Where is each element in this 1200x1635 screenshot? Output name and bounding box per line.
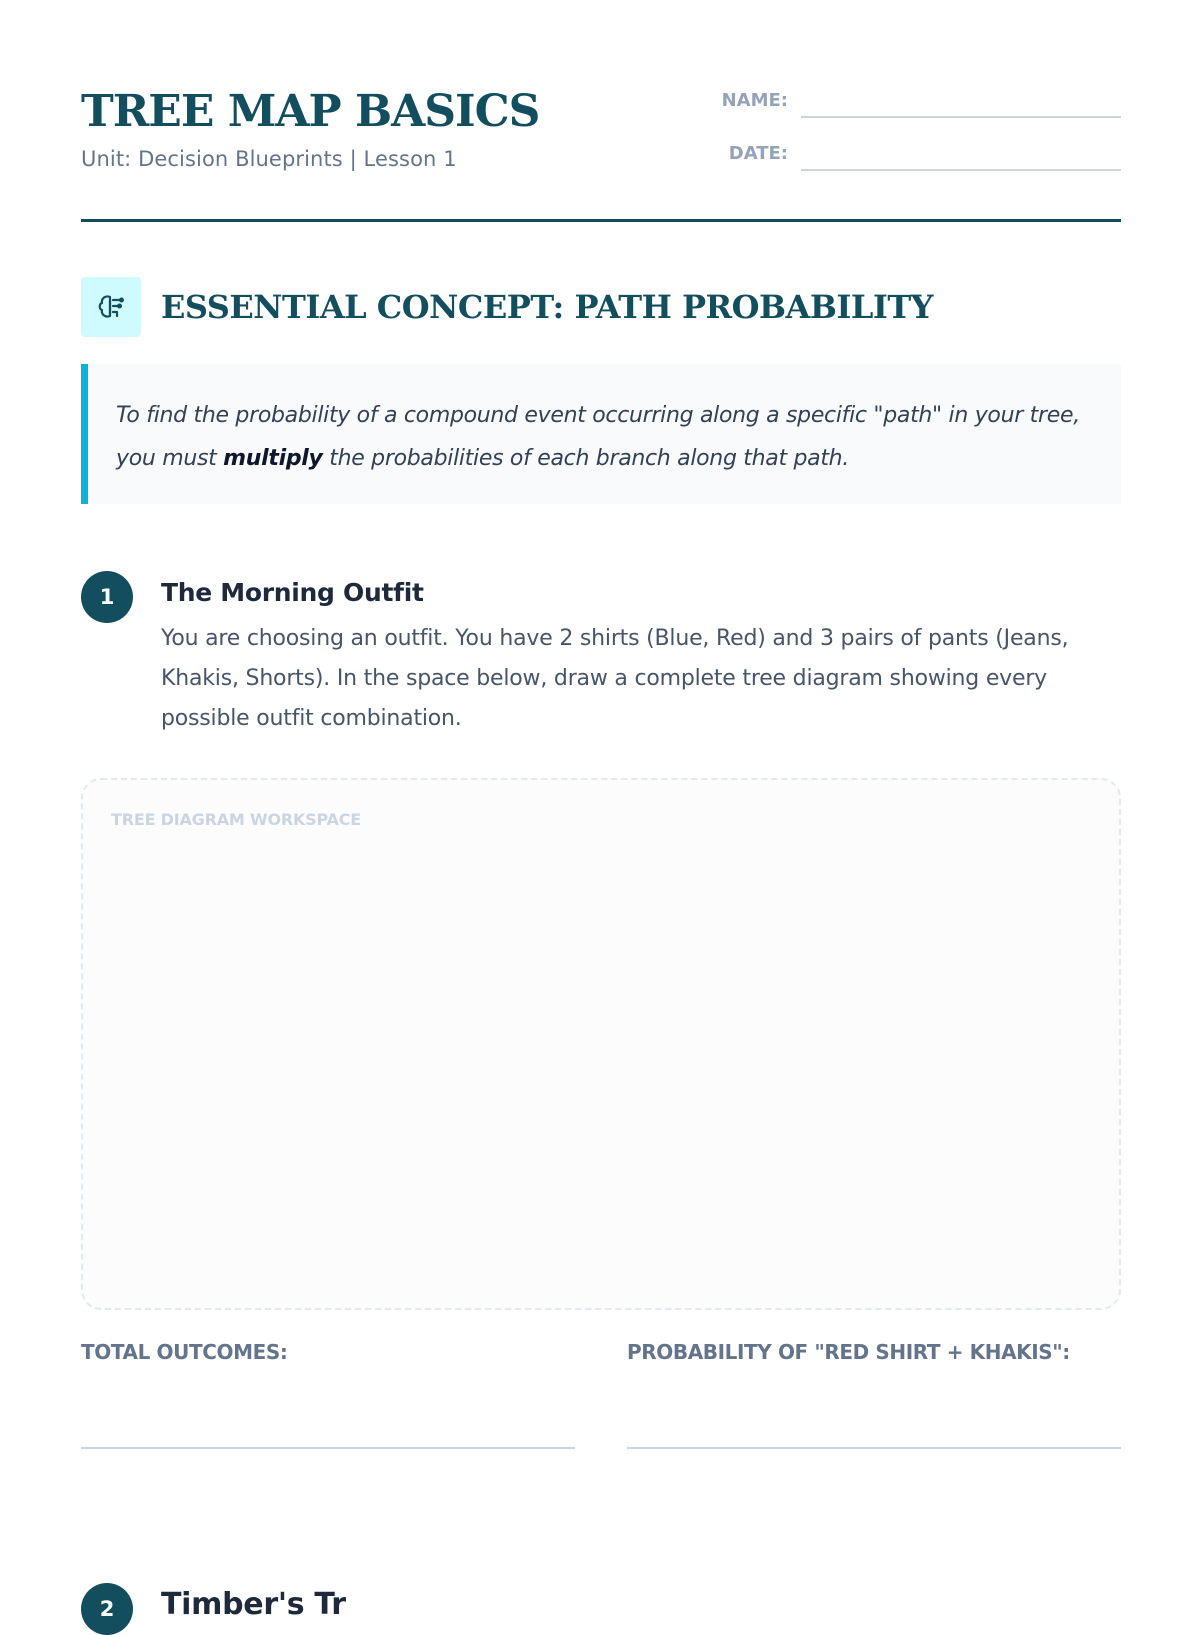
worksheet-header: [81, 84, 1121, 224]
question-title: The Morning Outfit: [161, 578, 424, 607]
worksheet-page: [81, 0, 1121, 1622]
concept-text: To find the probability of a compound event occurring along a specific "path" in your tree, you must multiply the probabilities of each branch along that path.: [116, 403, 1080, 471]
date-input-line[interactable]: [801, 169, 1121, 171]
name-field[interactable]: [701, 86, 1121, 122]
tree-diagram-workspace[interactable]: [81, 778, 1121, 1310]
probability-answer[interactable]: [627, 1340, 1121, 1452]
page-subtitle: Unit: Decision Blueprints | Lesson 1: [81, 147, 457, 171]
total-outcomes-input-line[interactable]: [81, 1447, 575, 1449]
question-number-badge: 1: [81, 571, 133, 623]
header-divider: [81, 219, 1121, 222]
date-field[interactable]: [701, 139, 1121, 175]
brain-circuit-icon: [81, 277, 141, 337]
workspace-label: TREE DIAGRAM WORKSPACE: [111, 810, 362, 829]
total-outcomes-label: TOTAL OUTCOMES:: [81, 1340, 288, 1364]
question-number-badge: 2: [81, 1583, 133, 1635]
name-input-line[interactable]: [801, 116, 1121, 118]
page-title: TREE MAP BASICS: [81, 86, 540, 137]
name-label: NAME:: [721, 90, 788, 111]
concept-heading: [81, 277, 1121, 337]
concept-keyword: multiply: [223, 446, 323, 471]
concept-title: ESSENTIAL CONCEPT: PATH PROBABILITY: [161, 288, 933, 326]
question-text: You are choosing an outfit. You have 2 shirts (Blue, Red) and 3 pairs of pants (Jeans, Khakis, Shorts). In the space below, draw a complete tree diagram showing every possible outfit combination.: [161, 626, 1069, 731]
probability-label: PROBABILITY OF "RED SHIRT + KHAKIS":: [627, 1340, 1070, 1364]
question-title: Timber's Tr: [161, 1587, 346, 1622]
concept-callout: [81, 364, 1121, 504]
probability-input-line[interactable]: [627, 1447, 1121, 1449]
total-outcomes-answer[interactable]: [81, 1340, 575, 1452]
date-label: DATE:: [728, 143, 788, 164]
